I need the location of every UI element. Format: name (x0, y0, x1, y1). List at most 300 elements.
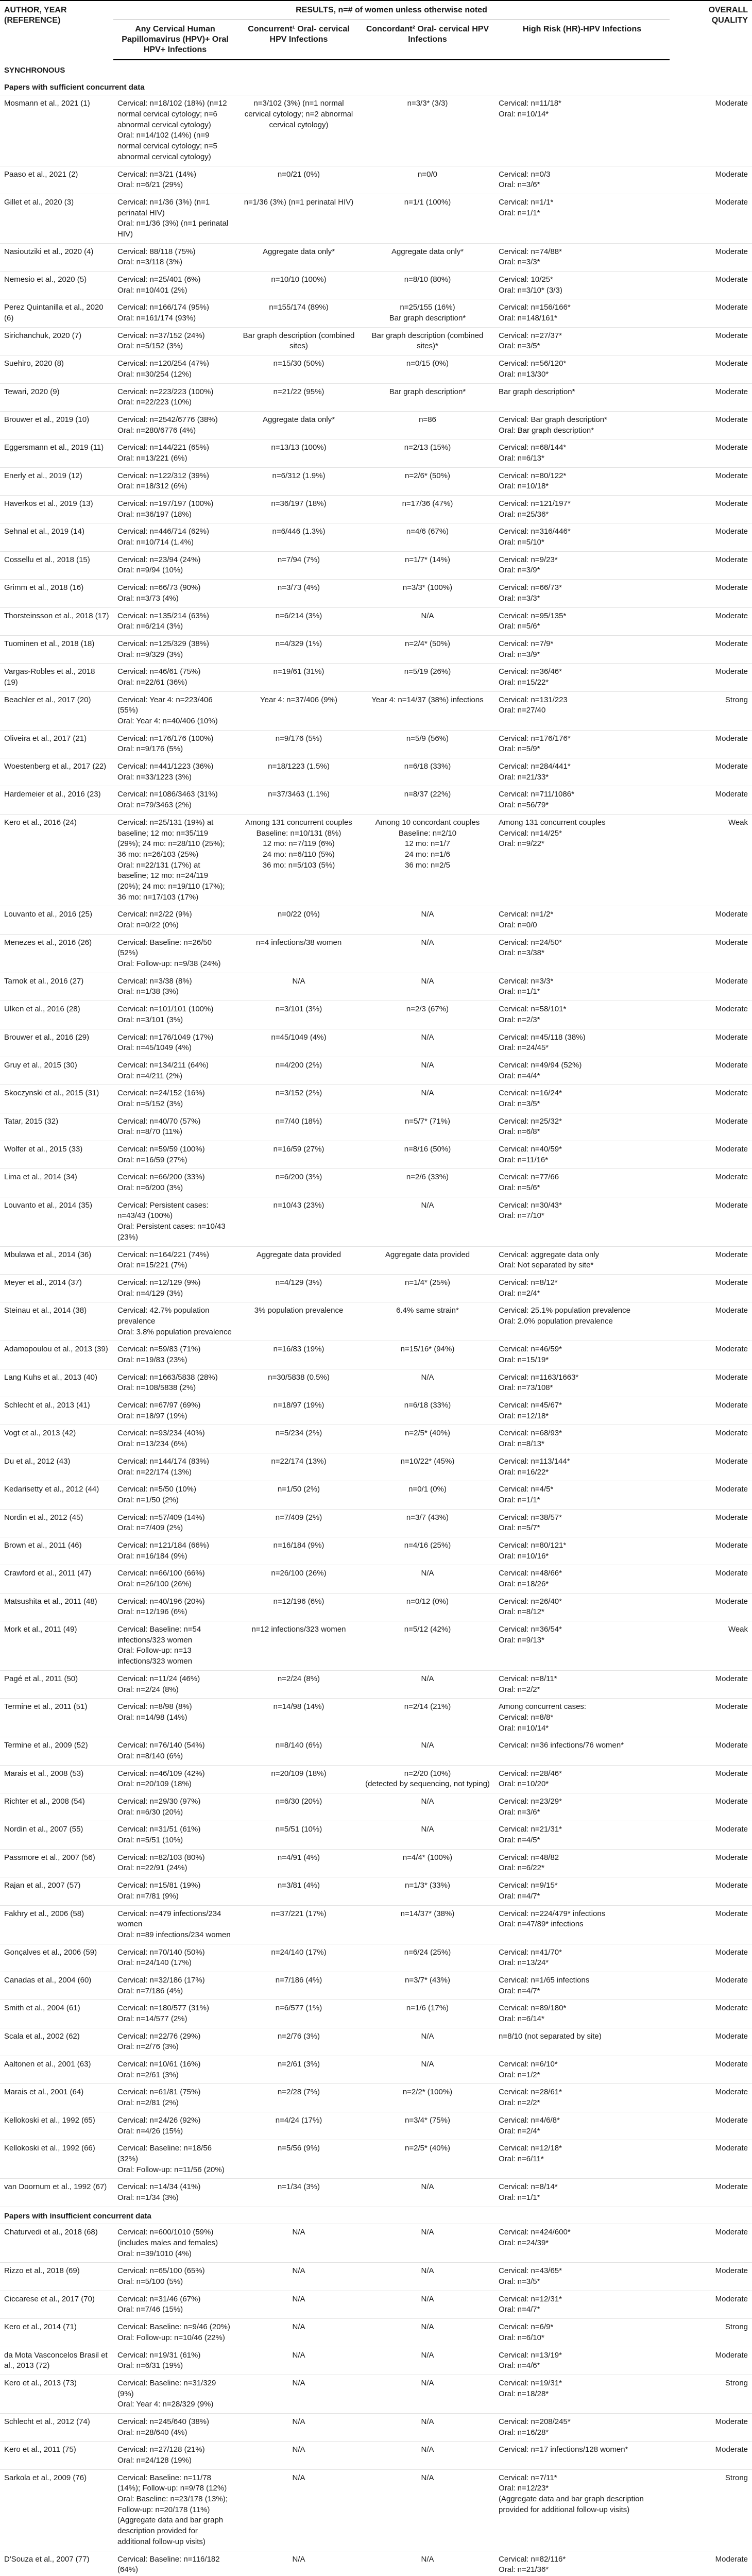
quality-cell: Moderate (670, 635, 752, 663)
table-row (0, 1765, 752, 1793)
table-row (0, 786, 752, 814)
table-row (0, 2056, 752, 2084)
table-row (0, 411, 752, 439)
high-risk-cell: Cervical: n=40/59* Oral: n=11/16* (494, 1141, 670, 1169)
table-row (0, 194, 752, 243)
high-risk-cell: Cervical: n=284/441* Oral: n=21/33* (494, 758, 670, 786)
any-hpv-cell: Cervical: n=14/34 (41%) Oral: n=1/34 (3%) (113, 2179, 237, 2207)
concordant-cell: n=86 (361, 411, 494, 439)
concordant-cell: n=1/6 (17%) (361, 2000, 494, 2028)
high-risk-cell: Cervical: n=36/54* Oral: n=9/13* (494, 1621, 670, 1671)
high-risk-cell: Cervical: n=80/121* Oral: n=10/16* (494, 1537, 670, 1565)
any-hpv-cell: Cervical: 42.7% population prevalence Oral: 3.8% population prevalence (113, 1302, 237, 1341)
high-risk-cell: Cervical: n=38/57* Oral: n=5/7* (494, 1509, 670, 1537)
any-hpv-cell: Cervical: Baseline: n=31/329 (9%) Oral: Year 4: n=28/329 (9%) (113, 2375, 237, 2413)
any-hpv-cell: Cervical: n=446/714 (62%) Oral: n=10/714 (1.4%) (113, 523, 237, 551)
concurrent-cell: N/A (237, 2375, 361, 2413)
high-risk-cell: Cervical: n=12/18* Oral: n=6/11* (494, 2140, 670, 2179)
author-cell: Vargas-Robles et al., 2018 (19) (0, 664, 113, 691)
author-cell: Hardemeier et al., 2016 (23) (0, 786, 113, 814)
table-row (0, 1944, 752, 1972)
any-hpv-cell: Cervical: n=197/197 (100%) Oral: n=36/197 (18%) (113, 496, 237, 523)
high-risk-cell: Cervical: n=224/479* infections Oral: n=47/89* infections (494, 1905, 670, 1944)
concordant-cell: n=3/7 (43%) (361, 1509, 494, 1537)
high-risk-cell: Cervical: n=156/166* Oral: n=148/161* (494, 299, 670, 327)
concurrent-cell: n=21/22 (95%) (237, 383, 361, 411)
quality-cell: Moderate (670, 2140, 752, 2179)
concurrent-cell: Aggregate data only* (237, 411, 361, 439)
high-risk-cell: Cervical: n=82/116* Oral: n=21/36* (494, 2551, 670, 2576)
subsection-title: Papers with sufficient concurrent data (0, 78, 752, 95)
table-row (0, 1793, 752, 1821)
quality-cell: Moderate (670, 523, 752, 551)
quality-cell: Strong (670, 2469, 752, 2551)
author-column-header: AUTHOR, YEAR (REFERENCE) (0, 1, 113, 60)
high-risk-cell: Cervical: n=711/1086* Oral: n=56/79* (494, 786, 670, 814)
concordant-cell: N/A (361, 906, 494, 934)
concordant-cell: N/A (361, 1565, 494, 1593)
author-cell: Adamopoulou et al., 2013 (39) (0, 1341, 113, 1369)
concurrent-cell: n=15/30 (50%) (237, 355, 361, 383)
high-risk-cell: Cervical: n=49/94 (52%) Oral: n=4/4* (494, 1057, 670, 1084)
author-cell: Crawford et al., 2011 (47) (0, 1565, 113, 1593)
author-cell: Tarnok et al., 2016 (27) (0, 973, 113, 1001)
table-row (0, 1246, 752, 1274)
high-risk-cell: Cervical: n=46/59* Oral: n=15/19* (494, 1341, 670, 1369)
quality-cell: Moderate (670, 1141, 752, 1169)
any-hpv-cell: Cervical: n=25/401 (6%) Oral: n=10/401 (2%) (113, 272, 237, 299)
high-risk-cell: Cervical: n=9/23* Oral: n=3/9* (494, 551, 670, 579)
concordant-cell: n=6/18 (33%) (361, 758, 494, 786)
quality-cell: Moderate (670, 272, 752, 299)
quality-cell: Moderate (670, 1737, 752, 1765)
high-risk-cell: Cervical: n=68/93* Oral: n=8/13* (494, 1425, 670, 1453)
results-caption-header: RESULTS, n=# of women unless otherwise noted (113, 1, 670, 20)
table-row (0, 1737, 752, 1765)
concurrent-cell: n=10/10 (100%) (237, 272, 361, 299)
table-row (0, 2112, 752, 2140)
high-risk-cell: Cervical: n=12/31* Oral: n=4/7* (494, 2291, 670, 2318)
any-hpv-cell: Cervical: Year 4: n=223/406 (55%) Oral: Year 4: n=40/406 (10%) (113, 691, 237, 730)
concurrent-cell: Year 4: n=37/406 (9%) (237, 691, 361, 730)
concurrent-cell: n=2/24 (8%) (237, 1670, 361, 1698)
table-row (0, 934, 752, 973)
author-cell: Marais et al., 2001 (64) (0, 2084, 113, 2112)
author-cell: Passmore et al., 2007 (56) (0, 1849, 113, 1877)
quality-cell: Moderate (670, 95, 752, 166)
concordant-cell: n=14/37* (38%) (361, 1905, 494, 1944)
concurrent-cell: n=3/101 (3%) (237, 1001, 361, 1029)
concurrent-cell: n=16/184 (9%) (237, 1537, 361, 1565)
any-hpv-cell: Cervical: Baseline: n=11/78 (14%); Follow-up: n=9/78 (12%) Oral: Baseline: n=23/178 (13%); Follow-up: n=20/178 (11%) (Aggregate data and bar graph description provided for additional follow-up visits) (113, 2469, 237, 2551)
author-cell: Ciccarese et al., 2017 (70) (0, 2291, 113, 2318)
concordant-cell: n=8/10 (80%) (361, 272, 494, 299)
quality-cell: Moderate (670, 1905, 752, 1944)
author-cell: Du et al., 2012 (43) (0, 1453, 113, 1481)
concurrent-cell: n=5/234 (2%) (237, 1425, 361, 1453)
table-row (0, 664, 752, 691)
concurrent-cell: n=4/24 (17%) (237, 2112, 361, 2140)
quality-cell: Moderate (670, 496, 752, 523)
quality-cell: Weak (670, 814, 752, 906)
any-hpv-cell: Cervical: n=57/409 (14%) Oral: n=7/409 (2%) (113, 1509, 237, 1537)
author-cell: Oliveira et al., 2017 (21) (0, 730, 113, 758)
quality-cell: Moderate (670, 1877, 752, 1905)
concurrent-cell: n=1/36 (3%) (n=1 perinatal HIV) (237, 194, 361, 243)
author-cell: Pagé et al., 2011 (50) (0, 1670, 113, 1698)
concurrent-cell: Bar graph description (combined sites) (237, 327, 361, 355)
concurrent-cell: n=3/81 (4%) (237, 1877, 361, 1905)
concurrent-cell: n=5/56 (9%) (237, 2140, 361, 2179)
concordant-cell: n=6/18 (33%) (361, 1397, 494, 1425)
table-row (0, 2263, 752, 2291)
concurrent-cell: n=3/152 (2%) (237, 1085, 361, 1113)
concurrent-cell: n=4 infections/38 women (237, 934, 361, 973)
quality-cell: Moderate (670, 2000, 752, 2028)
concurrent-cell: n=155/174 (89%) (237, 299, 361, 327)
quality-cell: Moderate (670, 1593, 752, 1621)
author-cell: Perez Quintanilla et al., 2020 (6) (0, 299, 113, 327)
high-risk-cell: Cervical: n=1/1* Oral: n=1/1* (494, 194, 670, 243)
author-cell: Lima et al., 2014 (34) (0, 1169, 113, 1197)
any-hpv-cell: Cervical: n=8/98 (8%) Oral: n=14/98 (14%) (113, 1699, 237, 1737)
high-risk-cell: Cervical: n=4/6/8* Oral: n=2/4* (494, 2112, 670, 2140)
concordant-cell: n=3/7* (43%) (361, 1972, 494, 1999)
high-risk-cell: Cervical: n=24/50* Oral: n=3/38* (494, 934, 670, 973)
any-hpv-cell: Cervical: n=10/61 (16%) Oral: n=2/61 (3%) (113, 2056, 237, 2084)
concurrent-cell: n=5/51 (10%) (237, 1821, 361, 1849)
author-cell: Brown et al., 2011 (46) (0, 1537, 113, 1565)
author-cell: Schlecht et al., 2013 (41) (0, 1397, 113, 1425)
high-risk-cell: Cervical: n=23/29* Oral: n=3/6* (494, 1793, 670, 1821)
quality-cell: Moderate (670, 906, 752, 934)
table-row (0, 1453, 752, 1481)
author-cell: Tuominen et al., 2018 (18) (0, 635, 113, 663)
concordant-cell: N/A (361, 2291, 494, 2318)
table-body (0, 60, 752, 2576)
table-row (0, 973, 752, 1001)
any-hpv-cell: Cervical: n=82/103 (80%) Oral: n=22/91 (24%) (113, 1849, 237, 1877)
concordant-cell: n=0/0 (361, 166, 494, 194)
concordant-cell: n=6/24 (25%) (361, 1944, 494, 1972)
high-risk-cell: Cervical: n=7/9* Oral: n=3/9* (494, 635, 670, 663)
table-row (0, 1029, 752, 1057)
table-row (0, 1877, 752, 1905)
any-hpv-cell: Cervical: n=22/76 (29%) Oral: n=2/76 (3%) (113, 2028, 237, 2056)
concordant-cell: N/A (361, 2056, 494, 2084)
concurrent-cell: n=6/577 (1%) (237, 2000, 361, 2028)
table-row (0, 1141, 752, 1169)
concordant-cell: N/A (361, 2224, 494, 2263)
table-row (0, 1565, 752, 1593)
quality-cell: Moderate (670, 355, 752, 383)
concurrent-cell: n=19/61 (31%) (237, 664, 361, 691)
author-cell: Schlecht et al., 2012 (74) (0, 2413, 113, 2441)
concurrent-cell: n=45/1049 (4%) (237, 1029, 361, 1057)
high-risk-cell: Cervical: n=66/73* Oral: n=3/3* (494, 580, 670, 607)
concordant-cell: n=0/12 (0%) (361, 1593, 494, 1621)
concurrent-column-header: Concurrent¹ Oral- cervical HPV Infections (237, 20, 361, 60)
concordant-cell: N/A (361, 973, 494, 1001)
high-risk-cell: Cervical: n=48/66* Oral: n=18/26* (494, 1565, 670, 1593)
concordant-cell: N/A (361, 2375, 494, 2413)
author-cell: Mork et al., 2011 (49) (0, 1621, 113, 1671)
table-row (0, 1274, 752, 1302)
author-cell: Nordin et al., 2012 (45) (0, 1509, 113, 1537)
table-row (0, 1341, 752, 1369)
concordant-cell: n=4/16 (25%) (361, 1537, 494, 1565)
table-row (0, 1001, 752, 1029)
author-cell: Menezes et al., 2016 (26) (0, 934, 113, 973)
any-hpv-cell: Cervical: n=166/174 (95%) Oral: n=161/174 (93%) (113, 299, 237, 327)
table-row (0, 1113, 752, 1141)
table-row (0, 2375, 752, 2413)
any-hpv-cell: Cervical: n=3/21 (14%) Oral: n=6/21 (29%) (113, 166, 237, 194)
concurrent-cell: n=16/83 (19%) (237, 1341, 361, 1369)
concurrent-cell: N/A (237, 2263, 361, 2291)
author-cell: Haverkos et al., 2019 (13) (0, 496, 113, 523)
table-row (0, 383, 752, 411)
quality-cell: Moderate (670, 1029, 752, 1057)
author-cell: Tatar, 2015 (32) (0, 1113, 113, 1141)
concurrent-cell: n=4/329 (1%) (237, 635, 361, 663)
concordant-cell: n=25/155 (16%) Bar graph description* (361, 299, 494, 327)
table-row (0, 1621, 752, 1671)
concurrent-cell: Aggregate data provided (237, 1246, 361, 1274)
quality-cell: Moderate (670, 786, 752, 814)
concurrent-cell: n=6/214 (3%) (237, 607, 361, 635)
any-hpv-cell: Cervical: n=122/312 (39%) Oral: n=18/312 (6%) (113, 467, 237, 495)
high-risk-cell: Cervical: n=25/32* Oral: n=6/8* (494, 1113, 670, 1141)
author-cell: Sirichanchuk, 2020 (7) (0, 327, 113, 355)
any-hpv-cell: Cervical: n=3/38 (8%) Oral: n=1/38 (3%) (113, 973, 237, 1001)
table-row (0, 1593, 752, 1621)
high-risk-cell: Bar graph description* (494, 383, 670, 411)
concordant-cell: n=15/16* (94%) (361, 1341, 494, 1369)
any-hpv-cell: Cervical: n=11/24 (46%) Oral: n=2/24 (8%) (113, 1670, 237, 1698)
concurrent-cell: N/A (237, 2469, 361, 2551)
table-header (0, 1, 752, 60)
high-risk-cell: Cervical: n=1/65 infections Oral: n=4/7* (494, 1972, 670, 1999)
high-risk-cell: Cervical: n=41/70* Oral: n=13/24* (494, 1944, 670, 1972)
table-row (0, 758, 752, 786)
author-cell: Paaso et al., 2021 (2) (0, 166, 113, 194)
any-hpv-cell: Cervical: n=479 infections/234 women Oral: n=89 infections/234 women (113, 1905, 237, 1944)
any-hpv-cell: Cervical: n=31/46 (67%) Oral: n=7/46 (15%) (113, 2291, 237, 2318)
any-hpv-cell: Cervical: n=32/186 (17%) Oral: n=7/186 (4%) (113, 1972, 237, 1999)
quality-cell: Moderate (670, 194, 752, 243)
high-risk-cell: Cervical: 25.1% population prevalence Oral: 2.0% population prevalence (494, 1302, 670, 1341)
concurrent-cell: n=4/91 (4%) (237, 1849, 361, 1877)
concurrent-cell: Aggregate data only* (237, 243, 361, 271)
high-risk-cell: Cervical: n=11/18* Oral: n=10/14* (494, 95, 670, 166)
concordant-cell: N/A (361, 2442, 494, 2469)
author-cell: Richter et al., 2008 (54) (0, 1793, 113, 1821)
any-hpv-cell: Cervical: n=27/128 (21%) Oral: n=24/128 (19%) (113, 2442, 237, 2469)
high-risk-cell: Cervical: n=48/82 Oral: n=6/22* (494, 1849, 670, 1877)
any-hpv-cell: Cervical: n=180/577 (31%) Oral: n=14/577 (2%) (113, 2000, 237, 2028)
concordant-cell: n=8/16 (50%) (361, 1141, 494, 1169)
any-hpv-cell: Cervical: n=24/26 (92%) Oral: n=4/26 (15%) (113, 2112, 237, 2140)
high-risk-cell: Cervical: n=176/176* Oral: n=5/9* (494, 730, 670, 758)
concurrent-cell: n=12 infections/323 women (237, 1621, 361, 1671)
table-row (0, 355, 752, 383)
table-row (0, 2140, 752, 2179)
table-row (0, 1509, 752, 1537)
any-hpv-cell: Cervical: n=31/51 (61%) Oral: n=5/51 (10%) (113, 1821, 237, 1849)
quality-cell: Moderate (670, 2413, 752, 2441)
concordant-cell: N/A (361, 607, 494, 635)
quality-cell: Moderate (670, 1972, 752, 1999)
concordant-cell: n=2/6* (50%) (361, 467, 494, 495)
table-row (0, 730, 752, 758)
concurrent-cell: n=1/34 (3%) (237, 2179, 361, 2207)
concordant-cell: N/A (361, 2028, 494, 2056)
any-hpv-cell: Cervical: n=19/31 (61%) Oral: n=6/31 (19%) (113, 2347, 237, 2375)
table-row (0, 1369, 752, 1397)
quality-cell: Moderate (670, 2056, 752, 2084)
concordant-cell: N/A (361, 2179, 494, 2207)
concurrent-cell: n=2/61 (3%) (237, 2056, 361, 2084)
quality-cell: Moderate (670, 580, 752, 607)
quality-cell: Moderate (670, 1057, 752, 1084)
quality-cell: Moderate (670, 1197, 752, 1246)
author-cell: Woestenberg et al., 2017 (22) (0, 758, 113, 786)
table-row (0, 906, 752, 934)
concordant-cell: Aggregate data provided (361, 1246, 494, 1274)
author-cell: Brouwer et al., 2016 (29) (0, 1029, 113, 1057)
any-hpv-cell: Cervical: Persistent cases: n=43/43 (100%) Oral: Persistent cases: n=10/43 (23%) (113, 1197, 237, 1246)
high-risk-cell: Cervical: n=16/24* Oral: n=3/5* (494, 1085, 670, 1113)
table-row (0, 1699, 752, 1737)
table-row (0, 635, 752, 663)
table-row (0, 327, 752, 355)
quality-cell: Moderate (670, 2263, 752, 2291)
quality-cell: Moderate (670, 1341, 752, 1369)
table-row (0, 272, 752, 299)
concurrent-cell: n=7/40 (18%) (237, 1113, 361, 1141)
high-risk-cell: Cervical: n=89/180* Oral: n=6/14* (494, 2000, 670, 2028)
author-cell: Meyer et al., 2014 (37) (0, 1274, 113, 1302)
high-risk-cell: Cervical: n=9/15* Oral: n=4/7* (494, 1877, 670, 1905)
any-hpv-cell: Cervical: n=1086/3463 (31%) Oral: n=79/3463 (2%) (113, 786, 237, 814)
table-row (0, 1849, 752, 1877)
concurrent-cell: n=6/446 (1.3%) (237, 523, 361, 551)
concordant-cell: n=4/4* (100%) (361, 1849, 494, 1877)
table-row (0, 496, 752, 523)
any-hpv-cell: Cervical: n=93/234 (40%) Oral: n=13/234 (6%) (113, 1425, 237, 1453)
author-cell: Steinau et al., 2014 (38) (0, 1302, 113, 1341)
table-row (0, 299, 752, 327)
table-row (0, 2469, 752, 2551)
any-hpv-cell: Cervical: n=37/152 (24%) Oral: n=5/152 (3%) (113, 327, 237, 355)
concurrent-cell: n=0/21 (0%) (237, 166, 361, 194)
author-cell: Kero et al., 2014 (71) (0, 2319, 113, 2347)
subsection-title: Papers with insufficient concurrent data (0, 2207, 752, 2224)
concordant-cell: N/A (361, 934, 494, 973)
quality-cell: Strong (670, 2375, 752, 2413)
any-hpv-cell: Cervical: n=24/152 (16%) Oral: n=5/152 (3%) (113, 1085, 237, 1113)
quality-cell: Moderate (670, 758, 752, 786)
table-row (0, 1425, 752, 1453)
quality-cell: Moderate (670, 411, 752, 439)
quality-cell: Moderate (670, 1565, 752, 1593)
table-row (0, 1537, 752, 1565)
table-row (0, 467, 752, 495)
quality-cell: Moderate (670, 1369, 752, 1397)
high-risk-cell: Cervical: n=0/3 Oral: n=3/6* (494, 166, 670, 194)
concurrent-cell: N/A (237, 2551, 361, 2576)
quality-cell: Moderate (670, 383, 752, 411)
high-risk-cell: Cervical: n=45/67* Oral: n=12/18* (494, 1397, 670, 1425)
author-cell: Cossellu et al., 2018 (15) (0, 551, 113, 579)
quality-cell: Moderate (670, 934, 752, 973)
concurrent-cell: N/A (237, 2442, 361, 2469)
any-hpv-cell: Cervical: n=18/102 (18%) (n=12 normal cervical cytology; n=6 abnormal cervical cytology) Oral: n=14/102 (14%) (n=9 normal cervical cytology; n=5 abnormal cervical cytology) (113, 95, 237, 166)
concordant-cell: N/A (361, 1737, 494, 1765)
concordant-cell: N/A (361, 2319, 494, 2347)
table-row (0, 814, 752, 906)
overall-quality-column-header: OVERALL QUALITY (670, 1, 752, 60)
concurrent-cell: n=20/109 (18%) (237, 1765, 361, 1793)
concurrent-cell: n=22/174 (13%) (237, 1453, 361, 1481)
author-cell: Kero et al., 2013 (73) (0, 2375, 113, 2413)
author-cell: Termine et al., 2011 (51) (0, 1699, 113, 1737)
author-cell: Tewari, 2020 (9) (0, 383, 113, 411)
concurrent-cell: n=36/197 (18%) (237, 496, 361, 523)
any-hpv-cell: Cervical: Baseline: n=26/50 (52%) Oral: Follow-up: n=9/38 (24%) (113, 934, 237, 973)
quality-cell: Moderate (670, 1537, 752, 1565)
high-risk-cell: Cervical: n=28/61* Oral: n=2/2* (494, 2084, 670, 2112)
quality-cell: Moderate (670, 2442, 752, 2469)
any-hpv-cell: Cervical: n=12/129 (9%) Oral: n=4/129 (3%) (113, 1274, 237, 1302)
concordant-column-header: Concordant² Oral- cervical HPV Infections (361, 20, 494, 60)
high-risk-cell: Cervical: n=21/31* Oral: n=4/5* (494, 1821, 670, 1849)
table-row (0, 166, 752, 194)
any-hpv-cell: Cervical: n=46/61 (75%) Oral: n=22/61 (36%) (113, 664, 237, 691)
table-row (0, 439, 752, 467)
any-hpv-column-header: Any Cervical Human Papillomavirus (HPV)+ Oral HPV+ Infections (113, 20, 237, 60)
concordant-cell: Year 4: n=14/37 (38%) infections (361, 691, 494, 730)
table-row (0, 2084, 752, 2112)
concordant-cell: N/A (361, 1369, 494, 1397)
quality-cell: Moderate (670, 299, 752, 327)
quality-cell: Moderate (670, 730, 752, 758)
high-risk-cell: Cervical: n=17 infections/128 women* (494, 2442, 670, 2469)
quality-cell: Moderate (670, 551, 752, 579)
table-row (0, 95, 752, 166)
high-risk-cell: Cervical: n=43/65* Oral: n=3/5* (494, 2263, 670, 2291)
author-cell: Rizzo et al., 2018 (69) (0, 2263, 113, 2291)
high-risk-cell: Cervical: 10/25* Oral: n=3/10* (3/3) (494, 272, 670, 299)
table-row (0, 1169, 752, 1197)
concordant-cell: n=2/5* (40%) (361, 2140, 494, 2179)
concordant-cell: n=2/20 (10%) (detected by sequencing, not typing) (361, 1765, 494, 1793)
table-row (0, 1302, 752, 1341)
high-risk-cell: Cervical: n=56/120* Oral: n=13/30* (494, 355, 670, 383)
any-hpv-cell: Cervical: n=223/223 (100%) Oral: n=22/223 (10%) (113, 383, 237, 411)
quality-cell: Moderate (670, 1849, 752, 1877)
concordant-cell: n=5/7* (71%) (361, 1113, 494, 1141)
concurrent-cell: N/A (237, 2224, 361, 2263)
author-cell: Enerly et al., 2019 (12) (0, 467, 113, 495)
concordant-cell: Bar graph description (combined sites)* (361, 327, 494, 355)
high-risk-cell: Cervical: n=121/197* Oral: n=25/36* (494, 496, 670, 523)
concordant-cell: n=4/6 (67%) (361, 523, 494, 551)
concurrent-cell: Among 131 concurrent couples Baseline: n=10/131 (8%) 12 mo: n=7/119 (6%) 24 mo: n=6/110 (5%) 36 mo: n=5/103 (5%) (237, 814, 361, 906)
concurrent-cell: n=9/176 (5%) (237, 730, 361, 758)
author-cell: Wolfer et al., 2015 (33) (0, 1141, 113, 1169)
